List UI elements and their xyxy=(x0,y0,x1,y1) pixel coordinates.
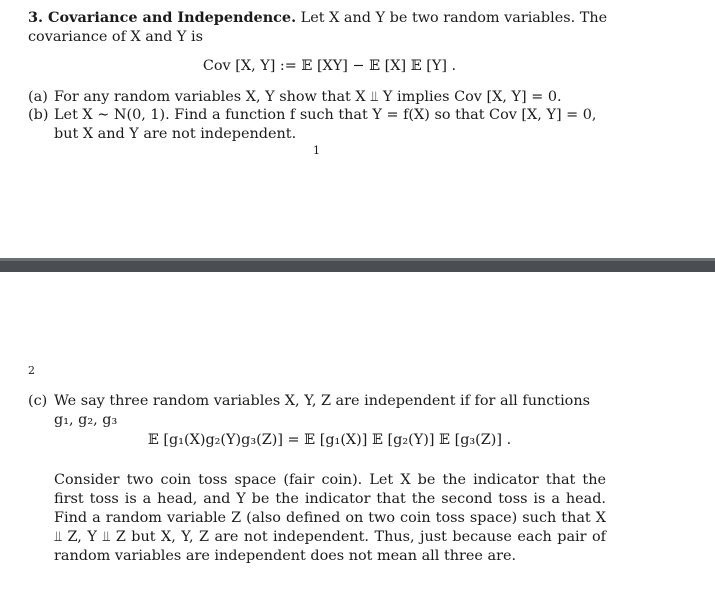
coin-toss-paragraph: Consider two coin toss space (fair coin). Let X be the indicator that the first toss is a head, and Y be the indicator that the second toss is a head. Find a random variable Z (also defined on two coin toss space) such that X ⫫ Z, Y ⫫ Z but X, Y, Z are not independent. Thus, just because each pair of random variables are independent does not mean all three are. xyxy=(54,472,606,564)
problem-heading xyxy=(28,8,608,47)
item-c-label: (c) xyxy=(28,393,48,409)
item-a xyxy=(28,88,608,107)
item-c-text: We say three random variables X, Y, Z are independent if for all functions g₁, g₂, g₃ xyxy=(54,393,590,428)
independence-equation: 𝔼 [g₁(X)g₂(Y)g₃(Z)] = 𝔼 [g₁(X)] 𝔼 [g₂(Y)] 𝔼 [g₃(Z)] . xyxy=(147,432,512,448)
item-a-text: For any random variables X, Y show that X ⫫ Y implies Cov [X, Y] = 0. xyxy=(54,89,562,105)
item-a-label: (a) xyxy=(28,89,48,105)
page-separator xyxy=(0,258,715,272)
problem-intro: Let X and Y be two random variables. The xyxy=(296,10,608,26)
item-b xyxy=(28,106,608,144)
page-number-2: 2 xyxy=(28,364,35,377)
item-c xyxy=(28,392,608,430)
problem-intro-line2: covariance of X and Y is xyxy=(28,29,203,45)
problem-title: 3. Covariance and Independence. xyxy=(28,9,297,26)
document-page-2 xyxy=(0,272,715,600)
covariance-equation: Cov [X, Y] := 𝔼 [XY] − 𝔼 [X] 𝔼 [Y] . xyxy=(202,58,457,74)
item-b-text: Let X ∼ N(0, 1). Find a function f such that Y = f(X) so that Cov [X, Y] = 0, but X and Y are not independent. xyxy=(54,107,597,142)
document-page-1 xyxy=(0,0,715,258)
page-number-1: 1 xyxy=(313,144,320,157)
item-b-label: (b) xyxy=(28,107,49,123)
